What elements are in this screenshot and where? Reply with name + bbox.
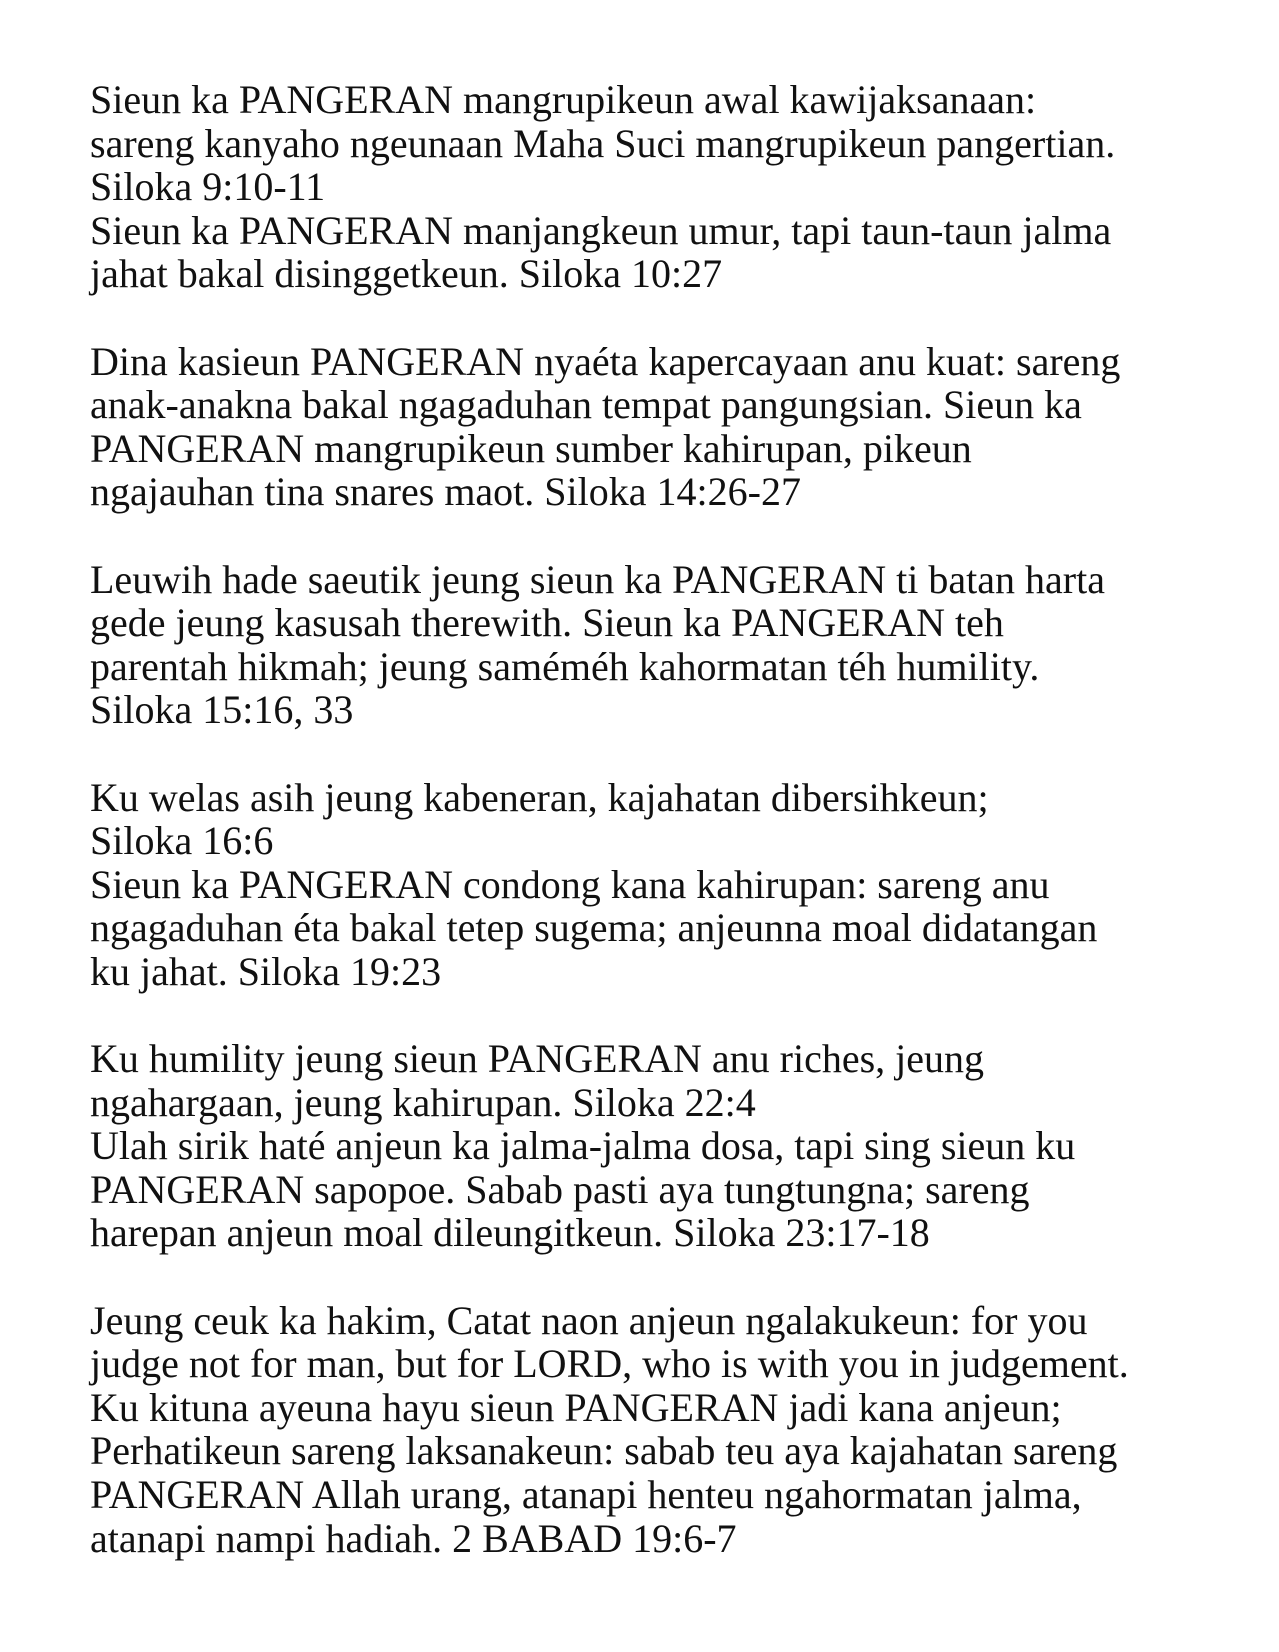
text-line: Siloka 16:6 (90, 818, 274, 864)
paragraph-6 (90, 1299, 1220, 1561)
text-line: PANGERAN mangrupikeun sumber kahirupan, pikeun (90, 425, 972, 471)
text-line: Ulah sirik haté anjeun ka jalma-jalma dosa, tapi sing sieun ku (90, 1123, 1076, 1169)
text-line: ku jahat. Siloka 19:23 (90, 948, 442, 994)
paragraph-3 (90, 558, 1220, 732)
text-line: PANGERAN sapopoe. Sabab pasti aya tungtungna; sareng (90, 1166, 1030, 1212)
text-line: Dina kasieun PANGERAN nyaéta kapercayaan anu kuat: sareng (90, 338, 1121, 384)
text-line: Leuwih hade saeutik jeung sieun ka PANGERAN ti batan harta (90, 556, 1105, 602)
text-line: Siloka 15:16, 33 (90, 687, 354, 733)
text-line: anak-anakna bakal ngagaduhan tempat pangungsian. Sieun ka (90, 382, 1082, 428)
text-line: harepan anjeun moal dileungitkeun. Siloka 23:17-18 (90, 1210, 930, 1256)
text-line: ngajauhan tina snares maot. Siloka 14:26-27 (90, 469, 801, 515)
text-line: Ku kituna ayeuna hayu sieun PANGERAN jadi kana anjeun; (90, 1384, 1062, 1430)
text-line: ngahargaan, jeung kahirupan. Siloka 22:4 (90, 1079, 756, 1125)
text-line: gede jeung kasusah therewith. Sieun ka PANGERAN teh (90, 600, 1004, 646)
text-line: jahat bakal disinggetkeun. Siloka 10:27 (90, 251, 723, 297)
text-line: Ku humility jeung sieun PANGERAN anu riches, jeung (90, 1036, 985, 1082)
text-line: Ku welas asih jeung kabeneran, kajahatan dibersihkeun; (90, 774, 989, 820)
text-line: Siloka 9:10-11 (90, 164, 326, 210)
text-line: Sieun ka PANGERAN manjangkeun umur, tapi taun-taun jalma (90, 207, 1112, 253)
paragraph-1 (90, 78, 1220, 296)
text-line: parentah hikmah; jeung saméméh kahormatan téh humility. (90, 643, 1040, 689)
text-line: Jeung ceuk ka hakim, Catat naon anjeun ngalakukeun: for you (90, 1297, 1088, 1343)
text-line: Perhatikeun sareng laksanakeun: sabab teu aya kajahatan sareng (90, 1428, 1118, 1474)
text-line: atanapi nampi hadiah. 2 BABAD 19:6-7 (90, 1515, 737, 1561)
text-line: sareng kanyaho ngeunaan Maha Suci mangrupikeun pangertian. (90, 120, 1116, 166)
text-line: ngagaduhan éta bakal tetep sugema; anjeunna moal didatangan (90, 905, 1098, 951)
paragraph-2 (90, 340, 1220, 514)
document-page (90, 78, 1220, 1604)
paragraph-4 (90, 776, 1220, 994)
text-line: PANGERAN Allah urang, atanapi henteu ngahormatan jalma, (90, 1472, 1082, 1517)
paragraph-5 (90, 1037, 1220, 1255)
text-line: Sieun ka PANGERAN mangrupikeun awal kawijaksanaan: (90, 77, 1037, 122)
text-line: judge not for man, but for LORD, who is with you in judgement. (90, 1341, 1129, 1387)
text-line: Sieun ka PANGERAN condong kana kahirupan: sareng anu (90, 861, 1050, 907)
